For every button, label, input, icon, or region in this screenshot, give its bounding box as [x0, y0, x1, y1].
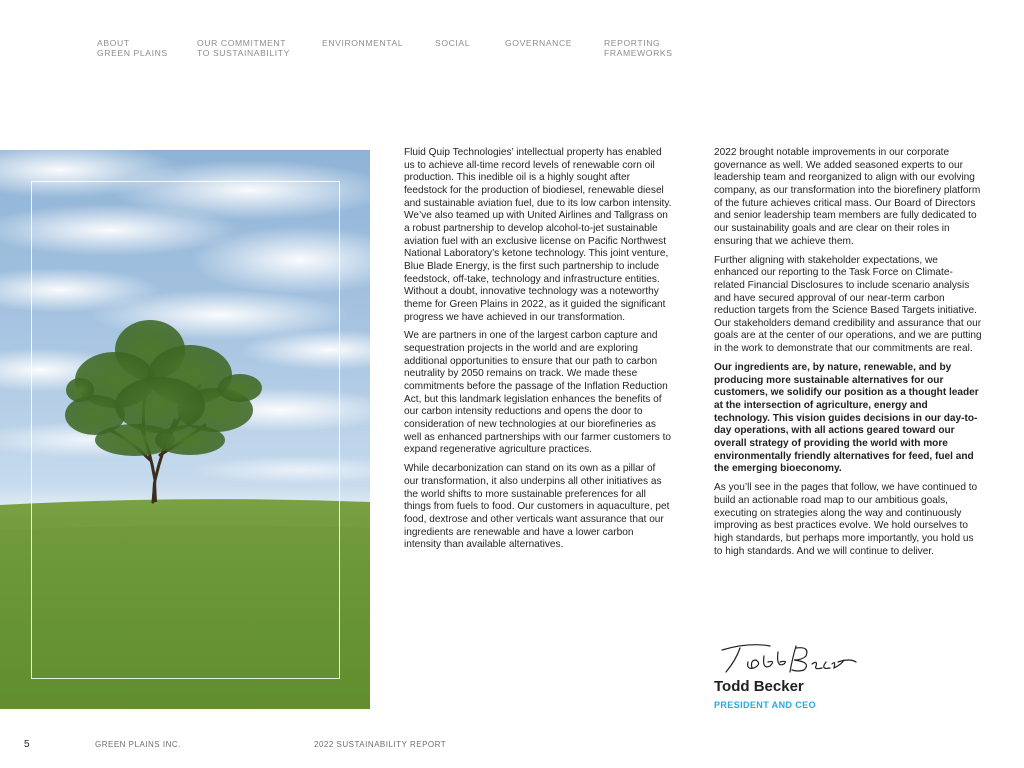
nav-label-line1: ABOUT [97, 38, 130, 48]
nav-about-green-plains[interactable] [97, 38, 168, 59]
body-paragraph: We are partners in one of the largest carbon capture and sequestration projects in the world and are exploring additional opportunities to ensure that our path to carbon neutrality by 2050 remains on track. We made these commitments before the passage of the Inflation Reduction Act, but this landmark legislation enhances the benefits of our carbon intensity reductions and opens the door to consideration of new technologies at our biorefineries as well as enhanced partnerships with our farmer customers to expand regenerative agriculture practices. [404, 330, 672, 456]
text-column-2 [714, 147, 982, 565]
nav-social[interactable] [435, 38, 470, 48]
page-number: 5 [24, 739, 30, 750]
hero-tree-image [0, 150, 370, 709]
body-paragraph: 2022 brought notable improvements in our corporate governance as well. We added seasoned experts to our leadership team and reorganized to align with our evolving company, as our transformation into the biorefinery platform of the future achieves critical mass. Our Board of Directors and senior leadership team members are fully dedicated to our sustainability goals and are clear on their roles in ensuring that we achieve them. [714, 147, 981, 247]
nav-environmental[interactable] [322, 38, 403, 48]
body-paragraph: As you’ll see in the pages that follow, we have continued to build an actionable road map to our ambitious goals, executing on strategies along the way and continuously improving as best practices evolve. We hold ourselves to high standards, but perhaps more importantly, you hold us to high standards. And we will continue to deliver. [714, 482, 978, 557]
emphasis-paragraph: Our ingredients are, by nature, renewable, and by producing more sustainable alternatives for our customers, we solidify our position as a thought leader at the intersection of agriculture, energy and technology. This vision guides decisions in our day-to-day operations, with all actions geared toward our overall strategy of providing the world with more environmentally friendly alternatives for feed, fuel and the emerging bioeconomy. [714, 362, 979, 475]
signer-title: PRESIDENT AND CEO [714, 700, 816, 710]
nav-label-line1: SOCIAL [435, 38, 471, 48]
nav-reporting-frameworks[interactable] [604, 38, 673, 59]
nav-our-commitment[interactable] [197, 38, 290, 59]
footer-report-title: 2022 SUSTAINABILITY REPORT [314, 740, 447, 749]
footer-company: GREEN PLAINS INC. [95, 740, 181, 749]
nav-label-line1: REPORTING [604, 38, 661, 48]
nav-label-line2: GREEN PLAINS [97, 48, 168, 59]
text-column-1 [404, 147, 672, 558]
nav-label-line2: FRAMEWORKS [604, 48, 673, 59]
nav-label-line2: TO SUSTAINABILITY [197, 48, 290, 59]
nav-label-line1: GOVERNANCE [505, 38, 573, 48]
signature-icon [718, 640, 858, 676]
body-paragraph: Fluid Quip Technologies’ intellectual property has enabled us to achieve all-time record levels of renewable corn oil production. This inedible oil is a highly sought after feedstock for the production of biodiesel, renewable diesel and sustainable aviation fuel, due to its low carbon intensity. We’ve also teamed up with United Airlines and Tallgrass on a robust partnership to develop alcohol-to-jet sustainable aviation fuel with an exclusive license on Pacific Northwest National Laboratory’s ketone technology. This joint venture, Blue Blade Energy, is the first such partnership to include feedstock, off-take, technology and infrastructure entities. Without a doubt, innovative technology was a noteworthy theme for Green Plains in 2022, as it guided the significant progress we have achieved in our transformation. [404, 147, 672, 323]
nav-governance[interactable] [505, 38, 572, 48]
image-frame-border [31, 181, 340, 679]
body-paragraph: While decarbonization can stand on its own as a pillar of our transformation, it also underpins all other initiatives as the world shifts to more sustainable preferences for all things from fuels to food. Our customers in aquaculture, pet food, dextrose and other verticals want assurance that our ingredients are renewable and have a lower carbon intensity than available alternatives. [404, 463, 670, 551]
signer-name: Todd Becker [714, 678, 804, 695]
body-paragraph: Further aligning with stakeholder expectations, we enhanced our reporting to the Task Force on Climate-related Financial Disclosures to include scenario analysis and have secured approval of our near-term carbon reduction targets from the Science Based Targets initiative. Our stakeholders demand credibility and assurance that our goals are at the center of our operations, and we are putting in the work to demonstrate that our commitments are real. [714, 254, 982, 355]
nav-label-line1: ENVIRONMENTAL [322, 38, 404, 48]
handwritten-signature [718, 640, 858, 681]
nav-label-line1: OUR COMMITMENT [197, 38, 287, 48]
